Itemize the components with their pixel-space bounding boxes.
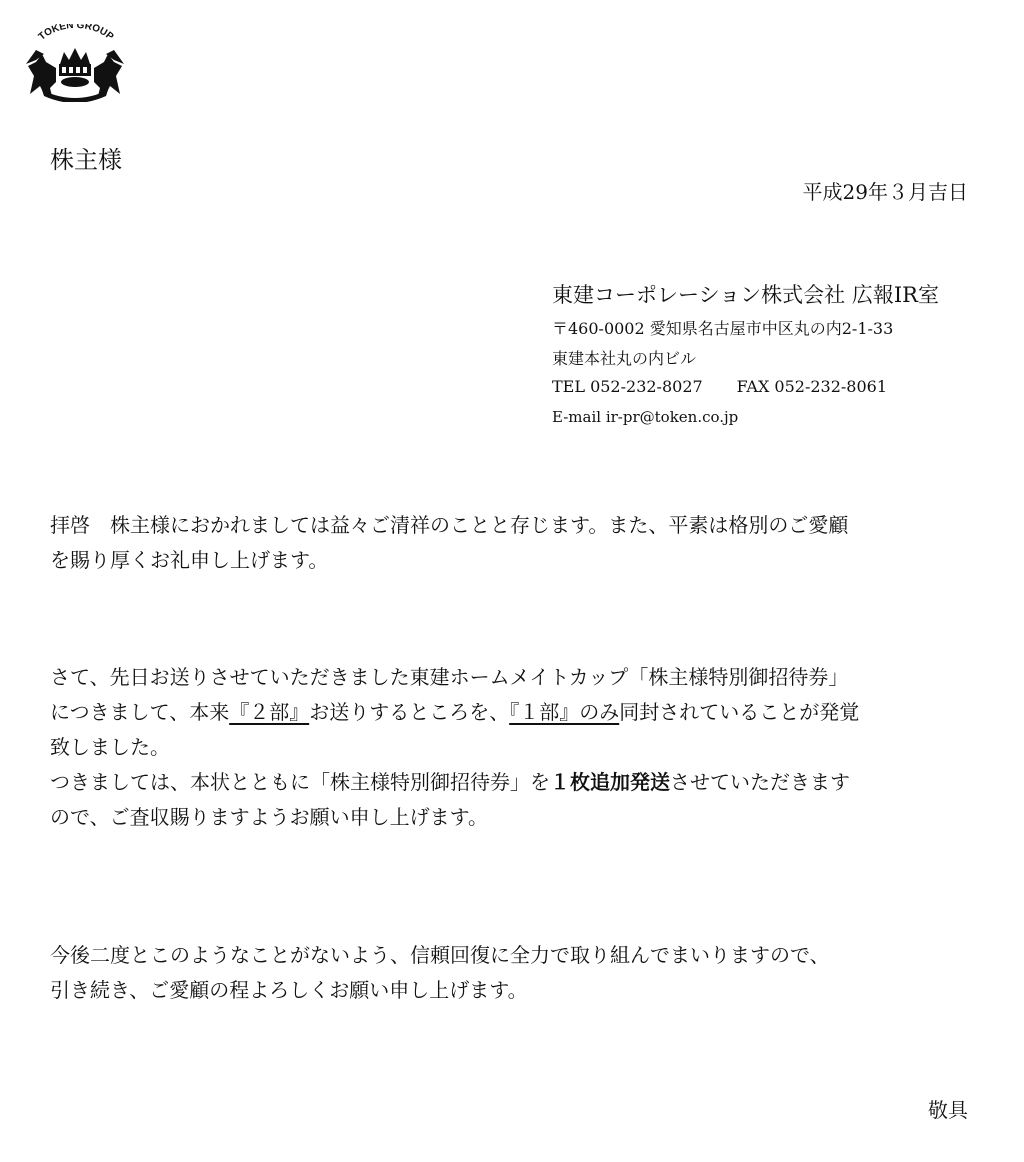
token-group-logo bbox=[22, 24, 128, 102]
text-line: 拝啓 株主様におかれましては益々ご清祥のことと存じます。また、平素は格別のご愛顧 bbox=[50, 513, 849, 537]
text-line: 今後二度とこのようなことがないよう、信頼回復に全力で取り組んでまいりますので、 bbox=[50, 943, 830, 967]
text-segment: 同封されていることが発覚 bbox=[619, 700, 860, 724]
sender-phone-fax bbox=[552, 377, 887, 396]
notice-paragraph bbox=[50, 660, 980, 835]
logo-text: TOKEN GROUP bbox=[36, 24, 116, 43]
text-segment: につきまして、本来 bbox=[50, 700, 230, 724]
text-line: 致しました。 bbox=[50, 735, 170, 759]
text-line: さて、先日お送りさせていただきました東建ホームメイトカップ「株主様特別御招待券」 bbox=[50, 665, 849, 689]
bold-additional-shipment: １枚追加発送 bbox=[550, 770, 670, 794]
underlined-one-copy: 『１部』のみ bbox=[509, 700, 620, 724]
text-line bbox=[50, 695, 980, 730]
sender-company: 東建コーポレーション株式会社 広報IR室 bbox=[552, 283, 939, 307]
svg-text:TOKEN GROUP bbox=[37, 24, 116, 43]
letter-date: 平成29年３月吉日 bbox=[802, 180, 968, 204]
text-segment: お送りするところを、 bbox=[309, 700, 510, 724]
sender-building: 東建本社丸の内ビル bbox=[552, 349, 697, 368]
apology-paragraph bbox=[50, 938, 980, 1008]
sender-fax: FAX 052-232-8061 bbox=[736, 377, 888, 396]
sender-email: E-mail ir-pr@token.co.jp bbox=[552, 408, 739, 426]
text-line: 引き続き、ご愛顧の程よろしくお願い申し上げます。 bbox=[50, 978, 528, 1002]
greeting-paragraph bbox=[50, 508, 980, 578]
text-line bbox=[50, 765, 980, 800]
text-line: を賜り厚くお礼申し上げます。 bbox=[50, 548, 329, 572]
text-segment: つきましては、本状とともに「株主様特別御招待券」を bbox=[50, 770, 550, 794]
underlined-two-copies: 『２部』 bbox=[229, 700, 310, 724]
text-line: ので、ご査収賜りますようお願い申し上げます。 bbox=[50, 805, 488, 829]
crest-icon bbox=[22, 24, 128, 102]
closing-remark: 敬具 bbox=[928, 1098, 968, 1122]
sender-tel: TEL 052-232-8027 bbox=[552, 377, 703, 396]
text-segment: させていただきます bbox=[670, 770, 850, 794]
salutation: 株主様 bbox=[50, 146, 122, 174]
sender-postal-address: 〒460-0002 愛知県名古屋市中区丸の内2-1-33 bbox=[552, 319, 894, 338]
